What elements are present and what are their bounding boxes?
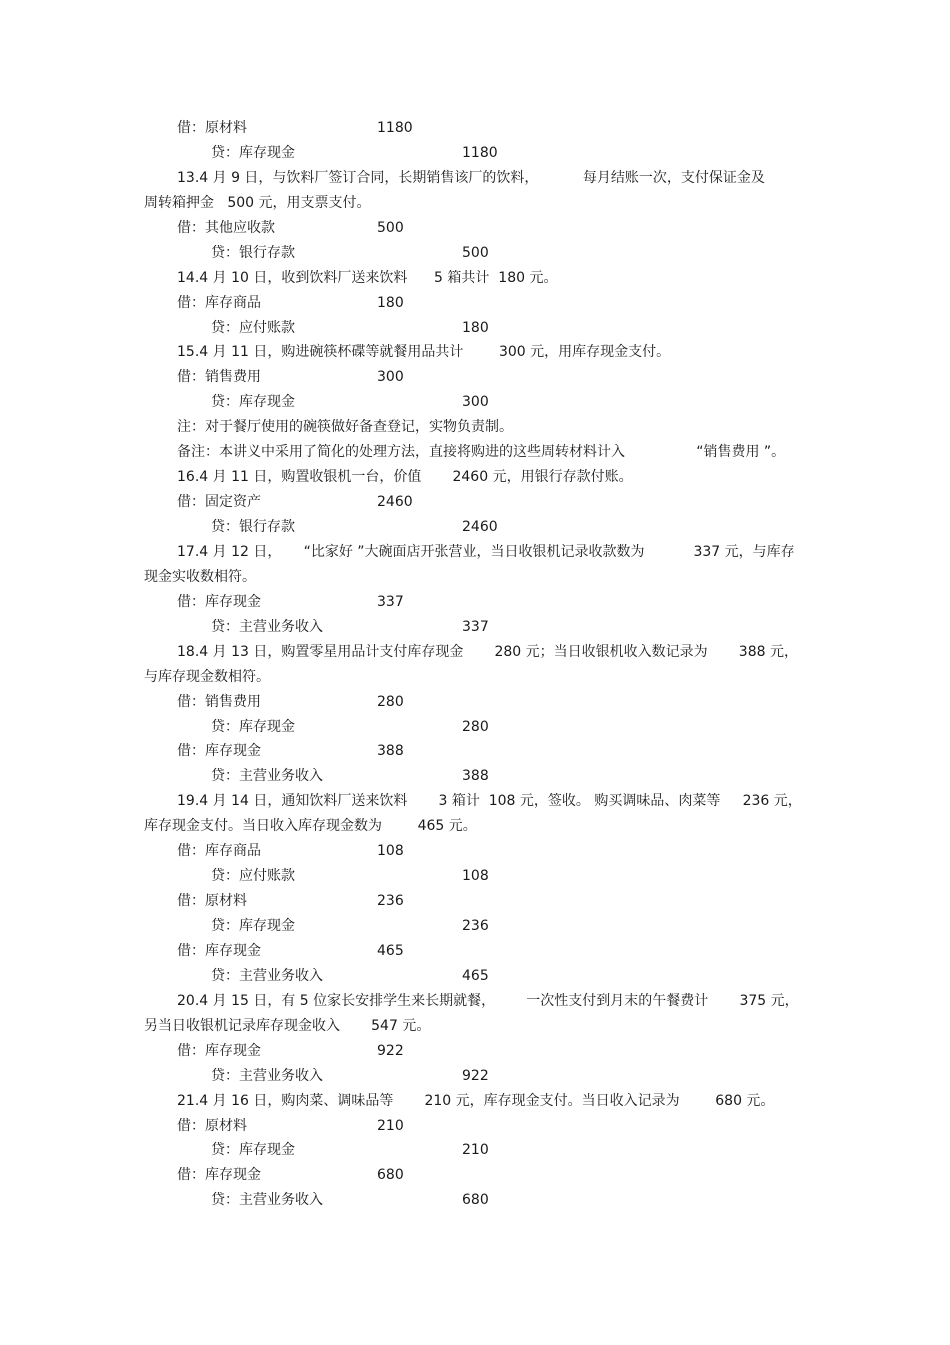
credit-account: 贷：库存现金 [211,394,295,411]
credit-amount: 388 [462,768,489,785]
paragraph-line [0,989,950,1014]
paragraph-text: 21.4 月 16 日，购肉菜、调味品等 210 元，库存现金支付。当日收入记录为 680 元。 [177,1092,775,1109]
debit-account: 借：库存现金 [177,743,261,760]
debit-amount: 108 [377,843,404,860]
credit-entry [0,515,950,540]
paragraph-line [0,789,950,814]
credit-entry [0,715,950,740]
paragraph-text: 与库存现金数相符。 [144,668,270,685]
debit-account: 借：库存现金 [177,942,261,959]
debit-account: 借：原材料 [177,1117,247,1134]
credit-account: 贷：应付账款 [211,319,295,336]
credit-account: 贷：主营业务收入 [211,618,323,635]
credit-entry [0,390,950,415]
credit-entry [0,241,950,266]
paragraph-text: 另当日收银机记录库存现金收入 547 元。 [144,1017,431,1034]
credit-amount: 500 [462,244,489,261]
paragraph-text: 16.4 月 11 日，购置收银机一台，价值 2460 元，用银行存款付账。 [177,469,633,486]
credit-account: 贷：应付账款 [211,868,295,885]
paragraph-continuation [0,191,950,216]
paragraph-text: 库存现金支付。当日收入库存现金数为 465 元。 [144,818,477,835]
credit-amount: 280 [462,718,489,735]
journal-document [0,116,950,1213]
debit-account: 借：库存现金 [177,593,261,610]
debit-account: 借：其他应收款 [177,219,275,236]
debit-amount: 210 [377,1117,404,1134]
debit-entry [0,839,950,864]
debit-amount: 1180 [377,120,413,136]
debit-entry [0,1163,950,1188]
debit-entry [0,590,950,615]
debit-amount: 922 [377,1042,404,1059]
debit-amount: 2460 [377,494,413,511]
debit-entry [0,116,950,141]
credit-entry [0,316,950,341]
debit-account: 借：原材料 [177,120,247,136]
paragraph-line [0,640,950,665]
credit-amount: 922 [462,1067,489,1084]
credit-entry [0,615,950,640]
paragraph-text: 19.4 月 14 日，通知饮料厂送来饮料 3 箱计 108 元，签收。 购买调味品、肉菜等 236 元， [177,793,802,810]
debit-amount: 680 [377,1167,404,1184]
paragraph-line [0,1089,950,1114]
credit-amount: 300 [462,394,489,411]
paragraph-line [0,465,950,490]
debit-account: 借：固定资产 [177,494,261,511]
debit-account: 借：库存现金 [177,1167,261,1184]
credit-entry [0,764,950,789]
debit-amount: 388 [377,743,404,760]
paragraph-line [0,340,950,365]
debit-entry [0,939,950,964]
paragraph-text: 14.4 月 10 日，收到饮料厂送来饮料 5 箱共计 180 元。 [177,269,558,286]
debit-entry [0,889,950,914]
debit-entry [0,1114,950,1139]
debit-account: 借：原材料 [177,893,247,910]
debit-amount: 280 [377,693,404,710]
paragraph-text: 13.4 月 9 日，与饮料厂签订合同，长期销售该厂的饮料， 每月结账一次，支付保证金及 [177,169,765,186]
debit-amount: 300 [377,369,404,386]
debit-amount: 236 [377,893,404,910]
credit-account: 贷：库存现金 [211,1142,295,1159]
debit-amount: 180 [377,294,404,311]
debit-entry [0,739,950,764]
debit-entry [0,1039,950,1064]
debit-account: 借：销售费用 [177,369,261,386]
credit-account: 贷：库存现金 [211,918,295,934]
paragraph-text: 备注：本讲义中采用了简化的处理方法，直接将购进的这些周转材料计入 “销售费用 ”。 [177,444,786,461]
paragraph-text: 注：对于餐厅使用的碗筷做好备查登记，实物负责制。 [177,419,513,436]
credit-amount: 236 [462,918,489,934]
credit-amount: 180 [462,319,489,336]
debit-account: 借：库存商品 [177,294,261,311]
paragraph-text: 周转箱押金 500 元，用支票支付。 [144,194,371,211]
debit-entry [0,690,950,715]
credit-amount: 680 [462,1192,489,1209]
credit-entry [0,1138,950,1163]
credit-entry [0,914,950,939]
credit-entry [0,1188,950,1213]
paragraph-text: 17.4 月 12 日， “比家好 ”大碗面店开张营业，当日收银机记录收款数为 337 元，与库存 [177,543,795,560]
debit-amount: 500 [377,219,404,236]
credit-account: 贷：库存现金 [211,718,295,735]
debit-entry [0,291,950,316]
paragraph-continuation [0,814,950,839]
debit-entry [0,490,950,515]
credit-account: 贷：主营业务收入 [211,967,323,984]
paragraph-text: 15.4 月 11 日，购进碗筷杯碟等就餐用品共计 300 元，用库存现金支付。 [177,344,671,361]
credit-entry [0,141,950,166]
credit-account: 贷：银行存款 [211,244,295,261]
credit-amount: 2460 [462,519,498,535]
paragraph-line [0,440,950,465]
credit-account: 贷：主营业务收入 [211,768,323,785]
credit-amount: 465 [462,967,489,984]
paragraph-text: 18.4 月 13 日，购置零星用品计支付库存现金 280 元；当日收银机收入数记录为 388 元， [177,643,798,660]
debit-entry [0,216,950,241]
debit-account: 借：销售费用 [177,693,261,710]
paragraph-line [0,266,950,291]
debit-amount: 465 [377,942,404,959]
paragraph-text: 现金实收数相符。 [144,568,256,585]
paragraph-line [0,415,950,440]
credit-account: 贷：库存现金 [211,144,295,161]
paragraph-text: 20.4 月 15 日，有 5 位家长安排学生来长期就餐， 一次性支付到月末的午餐费计 375 元， [177,992,799,1009]
debit-entry [0,365,950,390]
credit-account: 贷：银行存款 [211,519,295,535]
credit-account: 贷：主营业务收入 [211,1192,323,1209]
credit-amount: 108 [462,868,489,885]
debit-account: 借：库存商品 [177,843,261,860]
paragraph-continuation [0,665,950,690]
credit-entry [0,864,950,889]
paragraph-line [0,540,950,565]
paragraph-continuation [0,565,950,590]
credit-entry [0,964,950,989]
credit-amount: 210 [462,1142,489,1159]
credit-account: 贷：主营业务收入 [211,1067,323,1084]
debit-amount: 337 [377,593,404,610]
credit-entry [0,1064,950,1089]
debit-account: 借：库存现金 [177,1042,261,1059]
credit-amount: 1180 [462,144,498,161]
paragraph-continuation [0,1014,950,1039]
credit-amount: 337 [462,618,489,635]
paragraph-line [0,166,950,191]
